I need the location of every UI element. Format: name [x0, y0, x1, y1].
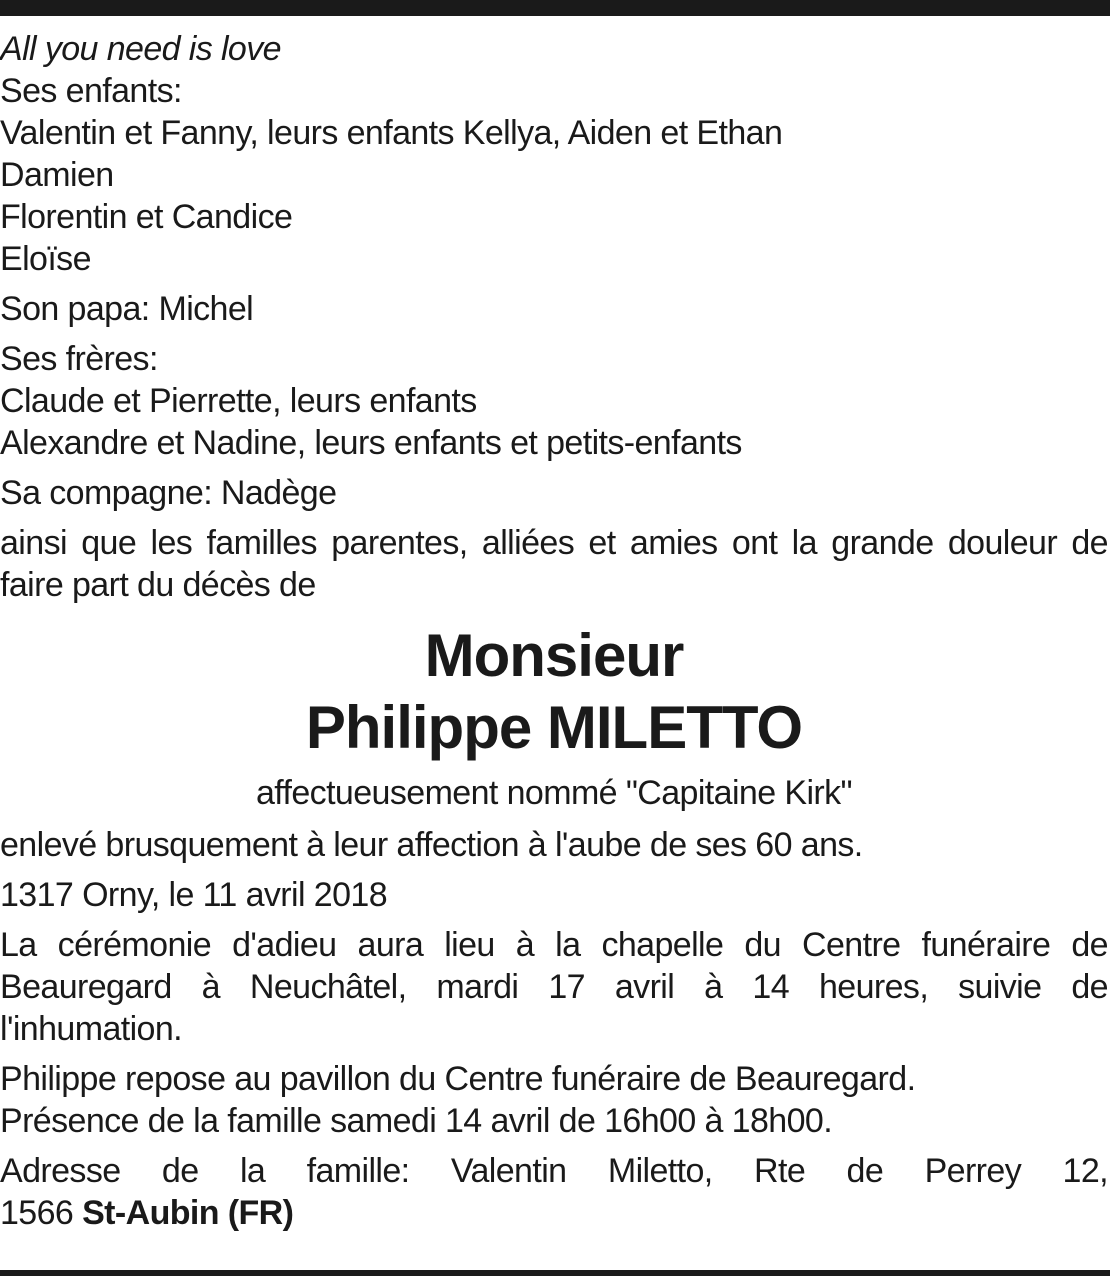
motto: All you need is love [0, 30, 281, 68]
ceremony-info [0, 924, 1108, 1050]
father-line: Son papa: Michel [0, 290, 254, 328]
top-border [0, 0, 1110, 16]
announcement [0, 522, 1108, 606]
address-line-2 [0, 1192, 1108, 1234]
address-line: Adresse de la famille: Valentin Miletto, Rte de Perrey 12, [0, 1152, 1108, 1190]
companion-line: Sa compagne: Nadège [0, 474, 337, 512]
viewing-info [0, 1058, 1108, 1142]
brothers-heading: Ses frères: [0, 340, 158, 378]
viewing-line: Philippe repose au pavillon du Centre funéraire de Beauregard. [0, 1060, 916, 1098]
announcement-line: faire part du décès de [0, 566, 316, 604]
deceased-nickname: affectueusement nommé "Capitaine Kirk" [255, 774, 853, 812]
address-town: St-Aubin (FR) [82, 1194, 294, 1232]
deceased-name-block [0, 620, 1108, 764]
address-postcode: 1566 [0, 1194, 74, 1232]
bottom-border [0, 1270, 1110, 1276]
ceremony-line: La cérémonie d'adieu aura lieu à la chapelle du Centre funéraire de [0, 926, 1108, 964]
brothers-line: Claude et Pierrette, leurs enfants [0, 382, 477, 420]
ceremony-line: l'inhumation. [0, 1010, 183, 1048]
family-address [0, 1150, 1108, 1234]
viewing-line: Présence de la famille samedi 14 avril de 16h00 à 18h00. [0, 1102, 833, 1140]
children-line: Florentin et Candice [0, 198, 293, 236]
children-heading: Ses enfants: [0, 72, 182, 110]
obituary-notice [0, 28, 1108, 1234]
deceased-name: Philippe MILETTO [305, 694, 803, 761]
children-line: Valentin et Fanny, leurs enfants Kellya, Aiden et Ethan [0, 114, 783, 152]
children-line: Damien [0, 156, 114, 194]
deceased-title: Monsieur [424, 622, 684, 689]
ceremony-line: Beauregard à Neuchâtel, mardi 17 avril à 14 heures, suivie de [0, 968, 1108, 1006]
place-date: 1317 Orny, le 11 avril 2018 [0, 876, 388, 914]
passing-line: enlevé brusquement à leur affection à l'aube de ses 60 ans. [0, 826, 863, 864]
brothers-line: Alexandre et Nadine, leurs enfants et petits-enfants [0, 424, 742, 462]
children-line: Eloïse [0, 240, 91, 278]
announcement-line: ainsi que les familles parentes, alliées et amies ont la grande douleur de [0, 524, 1108, 562]
